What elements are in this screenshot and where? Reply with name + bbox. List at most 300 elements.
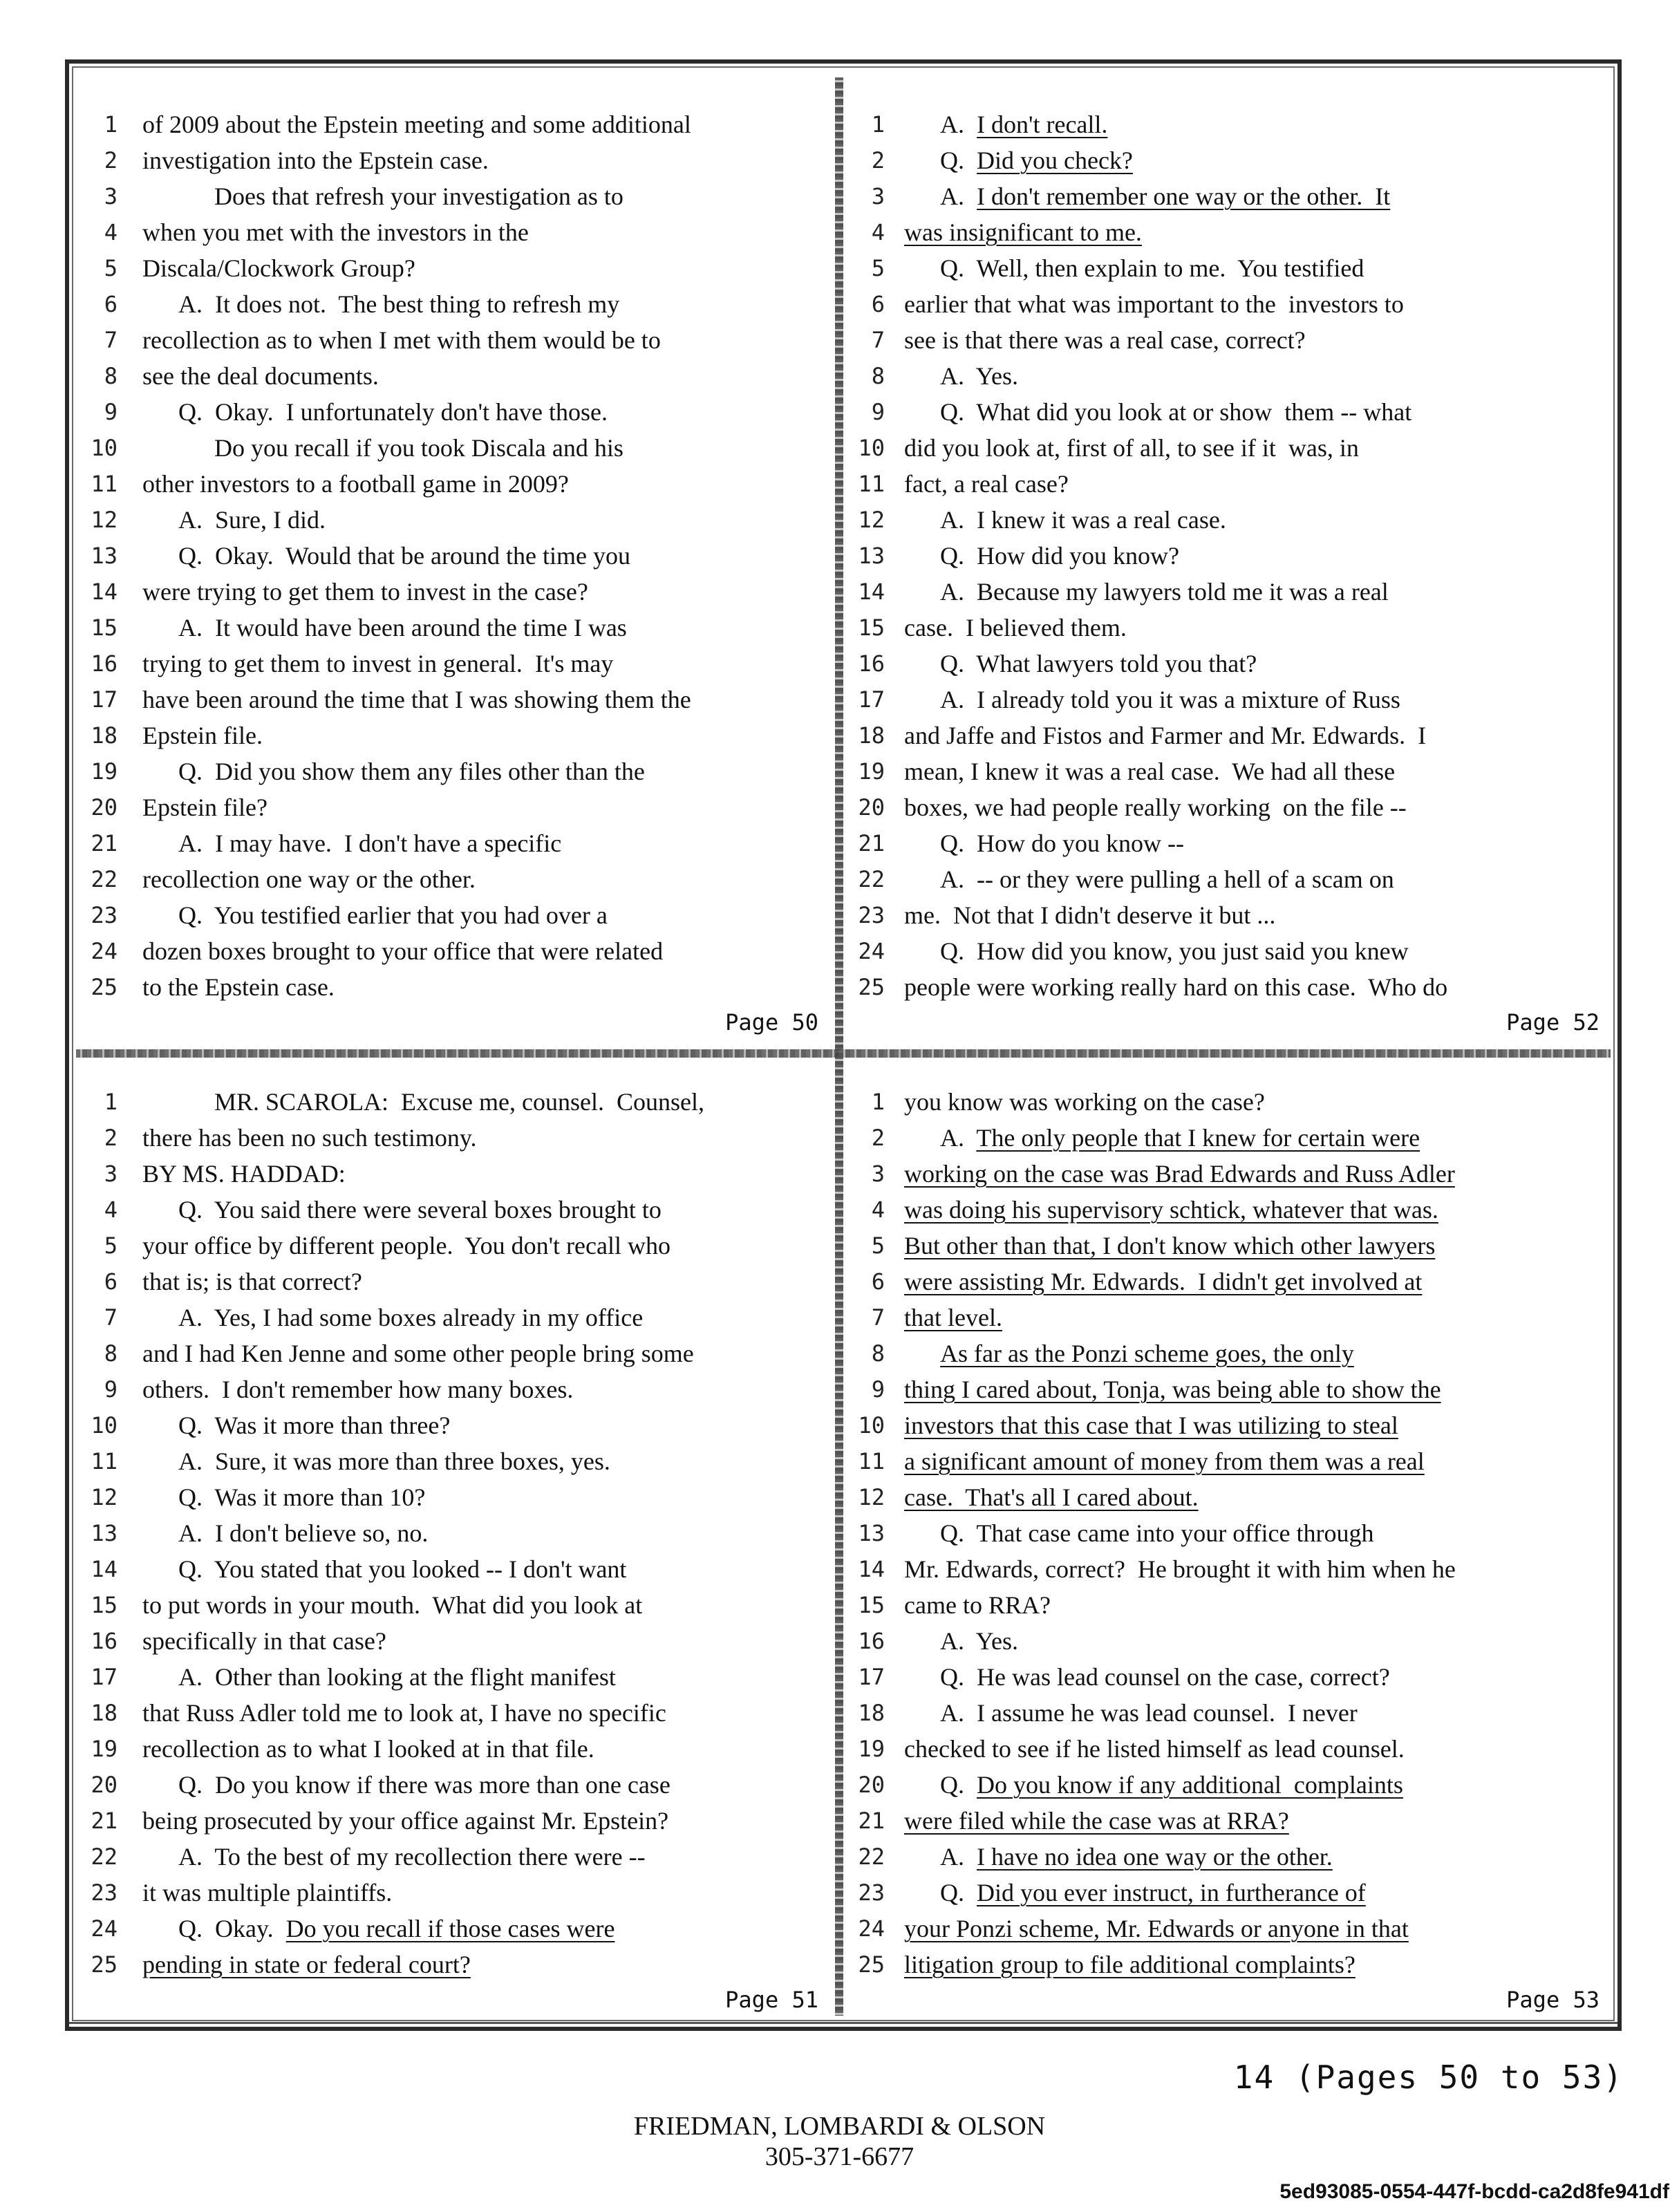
transcript-line — [79, 1479, 832, 1515]
line-number: 25 — [91, 1951, 118, 1978]
line-number: 16 — [858, 1628, 885, 1654]
line-text: of 2009 about the Epstein meeting and some additional — [142, 111, 691, 138]
line-text: A. I may have. I don't have a specific — [178, 830, 562, 857]
transcript-line — [846, 682, 1613, 718]
transcript-line — [79, 394, 832, 430]
line-number: 20 — [858, 794, 885, 821]
line-number: 13 — [858, 543, 885, 569]
underlined-text: thing I cared about, Tonja, was being able to show the — [904, 1376, 1441, 1403]
line-number: 14 — [91, 1556, 118, 1582]
line-text: when you met with the investors in the — [142, 218, 529, 246]
line-number: 17 — [91, 686, 118, 713]
line-text: A. I assume he was lead counsel. I never — [940, 1699, 1358, 1727]
transcript-line — [846, 1695, 1613, 1731]
line-text: there has been no such testimony. — [142, 1124, 477, 1152]
line-number: 6 — [104, 1268, 118, 1295]
transcript-line — [79, 753, 832, 789]
line-text — [142, 1911, 615, 1947]
underlined-text: were assisting Mr. Edwards. I didn't get involved at — [904, 1268, 1423, 1295]
underlined-text: Did you ever instruct, in furtherance of — [977, 1879, 1366, 1906]
line-number: 3 — [871, 1161, 885, 1187]
line-text: recollection as to what I looked at in that file. — [142, 1735, 594, 1763]
line-text: Q. Okay. I unfortunately don't have those. — [178, 398, 608, 426]
line-number: 12 — [91, 1484, 118, 1510]
transcript-line — [79, 250, 832, 286]
line-text: Q. How did you know? — [940, 542, 1179, 570]
line-number: 2 — [104, 1125, 118, 1151]
line-text — [904, 1947, 1356, 1983]
firm-phone: 305-371-6677 — [765, 2142, 914, 2171]
line-number: 10 — [91, 435, 118, 461]
line-prefix: Q. — [940, 1879, 977, 1906]
line-number: 4 — [104, 1197, 118, 1223]
line-number: 18 — [858, 1700, 885, 1726]
transcript-line — [846, 394, 1613, 430]
line-number: 19 — [91, 758, 118, 785]
line-text: and I had Ken Jenne and some other people bring some — [142, 1340, 694, 1367]
line-number: 7 — [104, 1304, 118, 1331]
transcript-line — [846, 718, 1613, 753]
line-text: Epstein file? — [142, 794, 268, 821]
line-number: 20 — [91, 1772, 118, 1798]
line-text — [904, 1228, 1435, 1264]
line-number: 19 — [858, 1736, 885, 1762]
transcript-line — [846, 1156, 1613, 1192]
line-number: 1 — [871, 1089, 885, 1115]
transcript-line — [846, 1803, 1613, 1839]
underlined-text: was insignificant to me. — [904, 218, 1142, 246]
transcript-line — [846, 1120, 1613, 1156]
line-text: Mr. Edwards, correct? He brought it with him when he — [904, 1555, 1456, 1583]
line-text: Q. What lawyers told you that? — [940, 650, 1257, 677]
line-text: A. I already told you it was a mixture of Russ — [940, 686, 1400, 713]
transcript-lines — [79, 106, 832, 1005]
line-text: recollection as to when I met with them would be to — [142, 326, 661, 354]
line-number: 1 — [104, 1089, 118, 1115]
line-text: were trying to get them to invest in the case? — [142, 578, 588, 606]
transcript-line — [79, 214, 832, 250]
line-text — [904, 142, 1133, 178]
transcript-line — [79, 574, 832, 610]
underlined-text: Do you know if any additional complaints — [977, 1771, 1403, 1799]
transcript-line — [79, 646, 832, 682]
line-text: case. I believed them. — [904, 614, 1127, 641]
line-text: BY MS. HADDAD: — [142, 1160, 346, 1188]
transcript-line — [846, 430, 1613, 466]
transcript-line — [79, 610, 832, 646]
line-number: 18 — [91, 722, 118, 749]
page-52-panel — [846, 106, 1613, 1074]
transcript-line — [846, 1407, 1613, 1443]
line-number: 25 — [858, 974, 885, 1000]
line-prefix: A. — [940, 1124, 977, 1152]
transcript-line — [846, 142, 1613, 178]
line-text — [904, 1120, 1420, 1156]
line-number: 7 — [104, 327, 118, 353]
line-number: 21 — [858, 830, 885, 856]
transcript-line — [846, 466, 1613, 502]
transcript-line — [79, 1335, 832, 1371]
line-number: 16 — [91, 650, 118, 677]
transcript-line — [846, 1947, 1613, 1983]
line-number: 8 — [104, 1340, 118, 1367]
transcript-line — [846, 825, 1613, 861]
line-number: 4 — [871, 219, 885, 245]
line-text: Q. Okay. Would that be around the time you — [178, 542, 630, 570]
line-text: you know was working on the case? — [904, 1088, 1265, 1116]
line-number: 23 — [91, 1880, 118, 1906]
transcript-line — [79, 430, 832, 466]
line-number: 14 — [858, 1556, 885, 1582]
line-number: 7 — [871, 327, 885, 353]
page-label: Page 53 — [1506, 1987, 1600, 2013]
line-number: 17 — [91, 1664, 118, 1690]
line-number: 13 — [91, 543, 118, 569]
transcript-line — [79, 1120, 832, 1156]
line-number: 20 — [858, 1772, 885, 1798]
transcript-line — [846, 538, 1613, 574]
line-number: 15 — [858, 615, 885, 641]
line-number: 9 — [104, 399, 118, 425]
line-text: earlier that what was important to the investors to — [904, 290, 1404, 318]
transcript-line — [79, 1731, 832, 1767]
underlined-text: was doing his supervisory schtick, whatever that was. — [904, 1196, 1438, 1224]
line-number: 11 — [858, 471, 885, 497]
transcript-line — [79, 1300, 832, 1335]
line-number: 10 — [858, 1412, 885, 1438]
line-text — [904, 106, 1107, 142]
transcript-line — [846, 861, 1613, 897]
underlined-text: pending in state or federal court? — [142, 1951, 471, 1978]
transcript-line — [846, 610, 1613, 646]
line-text: checked to see if he listed himself as lead counsel. — [904, 1735, 1405, 1763]
line-text: dozen boxes brought to your office that were related — [142, 937, 664, 965]
transcript-line — [846, 1479, 1613, 1515]
transcript-line — [79, 1156, 832, 1192]
transcript-line — [79, 322, 832, 358]
line-text: have been around the time that I was showing them the — [142, 686, 691, 713]
line-number: 3 — [871, 183, 885, 209]
transcript-line — [846, 969, 1613, 1005]
line-number: 16 — [91, 1628, 118, 1654]
line-number: 25 — [858, 1951, 885, 1978]
line-text: Q. You testified earlier that you had over a — [178, 901, 608, 929]
transcript-line — [79, 538, 832, 574]
transcript-line — [79, 1839, 832, 1875]
line-number: 20 — [91, 794, 118, 821]
line-text: Do you recall if you took Discala and his — [214, 434, 623, 462]
page-label: Page 52 — [1506, 1009, 1600, 1035]
line-text: A. I knew it was a real case. — [940, 506, 1226, 534]
transcript-line — [79, 825, 832, 861]
line-text: A. It does not. The best thing to refresh my — [178, 290, 620, 318]
line-number: 6 — [871, 291, 885, 317]
underlined-text: investors that this case that I was utilizing to steal — [904, 1412, 1398, 1439]
line-number: 23 — [91, 902, 118, 928]
line-text: Q. Was it more than 10? — [178, 1483, 426, 1511]
underlined-text: The only people that I knew for certain were — [976, 1124, 1420, 1152]
line-number: 3 — [104, 183, 118, 209]
line-number: 24 — [91, 938, 118, 964]
transcript-line — [79, 1911, 832, 1947]
transcript-line — [79, 897, 832, 933]
transcript-line — [79, 1695, 832, 1731]
line-number: 5 — [871, 1232, 885, 1259]
line-text: Q. That case came into your office through — [940, 1519, 1374, 1547]
transcript-line — [79, 142, 832, 178]
transcript-line — [846, 1875, 1613, 1911]
transcript-line — [846, 1443, 1613, 1479]
line-number: 4 — [871, 1197, 885, 1223]
line-text: A. To the best of my recollection there were -- — [178, 1843, 646, 1871]
line-text: A. Yes. — [940, 362, 1019, 390]
line-text: fact, a real case? — [904, 470, 1069, 498]
transcript-line — [79, 1371, 832, 1407]
page-label: Page 50 — [725, 1009, 818, 1035]
line-text: Q. Was it more than three? — [178, 1412, 451, 1439]
transcript-line — [846, 933, 1613, 969]
underlined-text: Did you check? — [977, 147, 1133, 174]
line-number: 14 — [91, 579, 118, 605]
transcript-line — [846, 214, 1613, 250]
line-number: 2 — [871, 147, 885, 174]
line-text: investigation into the Epstein case. — [142, 147, 489, 174]
line-text: A. Other than looking at the flight manifest — [178, 1663, 616, 1691]
line-text: and Jaffe and Fistos and Farmer and Mr. Edwards. I — [904, 722, 1427, 749]
transcript-line — [79, 1587, 832, 1623]
line-number: 3 — [104, 1161, 118, 1187]
line-text: Q. What did you look at or show them -- what — [940, 398, 1412, 426]
transcript-line — [846, 1839, 1613, 1875]
line-text: Does that refresh your investigation as to — [214, 182, 623, 210]
line-text — [904, 1875, 1366, 1911]
line-text: see is that there was a real case, correct? — [904, 326, 1306, 354]
transcript-line — [846, 1264, 1613, 1300]
line-number: 5 — [104, 255, 118, 281]
line-number: 18 — [91, 1700, 118, 1726]
transcript-line — [79, 358, 832, 394]
line-text — [142, 1947, 471, 1983]
line-text: Q. You stated that you looked -- I don't want — [178, 1555, 627, 1583]
line-text: that is; is that correct? — [142, 1268, 362, 1295]
line-number: 23 — [858, 1880, 885, 1906]
line-text: trying to get them to invest in general. It's may — [142, 650, 614, 677]
underlined-text: Do you recall if those cases were — [285, 1915, 615, 1942]
line-text: see the deal documents. — [142, 362, 379, 390]
transcript-line — [79, 1875, 832, 1911]
transcript-line — [79, 1228, 832, 1264]
transcript-lines — [846, 1084, 1613, 1983]
line-text — [904, 178, 1390, 214]
line-text — [904, 1839, 1333, 1875]
transcript-line — [79, 1264, 832, 1300]
line-number: 19 — [858, 758, 885, 785]
line-text — [904, 1407, 1398, 1443]
transcript-line — [846, 358, 1613, 394]
transcript-line — [846, 1551, 1613, 1587]
line-text: Epstein file. — [142, 722, 263, 749]
line-text — [904, 1156, 1455, 1192]
page-label: Page 51 — [725, 1987, 818, 2013]
transcript-line — [79, 1192, 832, 1228]
underlined-text: case. That's all I cared about. — [904, 1483, 1199, 1511]
line-number: 6 — [104, 291, 118, 317]
transcript-line — [846, 1192, 1613, 1228]
line-number: 21 — [91, 830, 118, 856]
line-number: 5 — [104, 1232, 118, 1259]
line-number: 1 — [871, 111, 885, 138]
transcript-lines — [846, 106, 1613, 1005]
line-number: 18 — [858, 722, 885, 749]
transcript-line — [846, 1731, 1613, 1767]
underlined-text: As far as the Ponzi scheme goes, the only — [940, 1340, 1354, 1367]
line-text: A. Yes. — [940, 1627, 1019, 1655]
line-number: 23 — [858, 902, 885, 928]
transcript-line — [846, 1300, 1613, 1335]
line-number: 12 — [91, 507, 118, 533]
line-text: me. Not that I didn't deserve it but ... — [904, 901, 1276, 929]
line-text — [904, 1911, 1409, 1947]
line-number: 24 — [858, 938, 885, 964]
underlined-text: But other than that, I don't know which other lawyers — [904, 1232, 1436, 1259]
line-prefix: A. — [940, 1843, 977, 1871]
line-text: Q. Do you know if there was more than one case — [178, 1771, 670, 1799]
line-number: 7 — [871, 1304, 885, 1331]
line-text — [904, 1264, 1422, 1300]
underlined-text: litigation group to file additional complaints? — [904, 1951, 1356, 1978]
line-text: Q. How do you know -- — [940, 830, 1184, 857]
line-text: Q. He was lead counsel on the case, correct? — [940, 1663, 1390, 1691]
underlined-text: were filed while the case was at RRA? — [904, 1807, 1289, 1835]
transcript-line — [79, 178, 832, 214]
line-text: A. Sure, I did. — [178, 506, 326, 534]
line-text: A. -- or they were pulling a hell of a scam on — [940, 865, 1394, 893]
underlined-text: I don't remember one way or the other. It — [977, 182, 1391, 210]
line-number: 8 — [871, 1340, 885, 1367]
line-number: 17 — [858, 1664, 885, 1690]
transcript-line — [79, 1623, 832, 1659]
transcript-lines — [79, 1084, 832, 1983]
underlined-text: I have no idea one way or the other. — [977, 1843, 1333, 1871]
line-number: 2 — [104, 147, 118, 174]
line-text: mean, I knew it was a real case. We had all these — [904, 758, 1396, 785]
line-number: 24 — [858, 1915, 885, 1942]
line-number: 11 — [858, 1448, 885, 1474]
line-number: 12 — [858, 1484, 885, 1510]
line-text: people were working really hard on this case. Who do — [904, 973, 1448, 1001]
line-number: 12 — [858, 507, 885, 533]
line-number: 2 — [871, 1125, 885, 1151]
line-number: 14 — [858, 579, 885, 605]
page-51-panel — [79, 1084, 832, 2052]
transcript-line — [846, 1911, 1613, 1947]
line-text: others. I don't remember how many boxes. — [142, 1376, 574, 1403]
line-number: 22 — [858, 866, 885, 892]
line-text — [904, 1192, 1438, 1228]
line-number: 19 — [91, 1736, 118, 1762]
transcript-line — [846, 1084, 1613, 1120]
line-text: A. Sure, it was more than three boxes, yes. — [178, 1447, 610, 1475]
line-text: A. It would have been around the time I was — [178, 614, 627, 641]
transcript-line — [79, 1551, 832, 1587]
line-number: 11 — [91, 1448, 118, 1474]
line-number: 1 — [104, 111, 118, 138]
line-text — [904, 1803, 1289, 1839]
vertical-divider — [835, 77, 843, 2016]
line-text: being prosecuted by your office against Mr. Epstein? — [142, 1807, 669, 1835]
transcript-line — [79, 933, 832, 969]
line-text: Discala/Clockwork Group? — [142, 254, 415, 282]
line-number: 24 — [91, 1915, 118, 1942]
line-text — [904, 1300, 1002, 1335]
underlined-text: I don't recall. — [977, 111, 1108, 138]
underlined-text: your Ponzi scheme, Mr. Edwards or anyone in that — [904, 1915, 1409, 1942]
line-text — [904, 1335, 1354, 1371]
line-text — [904, 1371, 1441, 1407]
line-text: Q. Well, then explain to me. You testified — [940, 254, 1364, 282]
transcript-line — [79, 1407, 832, 1443]
line-number: 15 — [91, 1592, 118, 1618]
transcript-line — [846, 286, 1613, 322]
transcript-line — [79, 1084, 832, 1120]
line-prefix: A. — [940, 182, 977, 210]
line-text: Q. You said there were several boxes brought to — [178, 1196, 662, 1224]
transcript-line — [846, 1767, 1613, 1803]
line-text — [904, 214, 1142, 250]
line-number: 13 — [91, 1520, 118, 1546]
transcript-line — [79, 466, 832, 502]
line-prefix: Q. — [940, 147, 977, 174]
transcript-line — [846, 250, 1613, 286]
line-text: other investors to a football game in 2009? — [142, 470, 569, 498]
transcript-line — [79, 682, 832, 718]
line-number: 8 — [104, 363, 118, 389]
line-prefix: A. — [940, 111, 977, 138]
line-text: A. I don't believe so, no. — [178, 1519, 429, 1547]
transcript-line — [79, 789, 832, 825]
line-text: it was multiple plaintiffs. — [142, 1879, 393, 1906]
transcript-line — [846, 646, 1613, 682]
underlined-text: working on the case was Brad Edwards and Russ Adler — [904, 1160, 1455, 1188]
line-text: Q. How did you know, you just said you knew — [940, 937, 1409, 965]
transcript-line — [846, 1335, 1613, 1371]
transcript-line — [79, 861, 832, 897]
underlined-text: that level. — [904, 1304, 1002, 1331]
line-number: 10 — [858, 435, 885, 461]
transcript-line — [846, 1228, 1613, 1264]
line-number: 21 — [858, 1808, 885, 1834]
underlined-text: a significant amount of money from them was a real — [904, 1447, 1425, 1475]
transcript-line — [79, 1659, 832, 1695]
transcript-line — [846, 1659, 1613, 1695]
transcript-line — [846, 789, 1613, 825]
line-number: 15 — [91, 615, 118, 641]
line-number: 5 — [871, 255, 885, 281]
line-text: did you look at, first of all, to see if it was, in — [904, 434, 1359, 462]
line-text: Q. Did you show them any files other than the — [178, 758, 645, 785]
transcript-line — [846, 502, 1613, 538]
line-number: 17 — [858, 686, 885, 713]
transcript-line — [79, 1767, 832, 1803]
line-number: 25 — [91, 974, 118, 1000]
line-number: 11 — [91, 471, 118, 497]
line-number: 22 — [91, 866, 118, 892]
line-number: 6 — [871, 1268, 885, 1295]
line-prefix: Q. — [940, 1771, 977, 1799]
line-number: 13 — [858, 1520, 885, 1546]
transcript-line — [79, 502, 832, 538]
line-text: MR. SCAROLA: Excuse me, counsel. Counsel, — [214, 1088, 704, 1116]
